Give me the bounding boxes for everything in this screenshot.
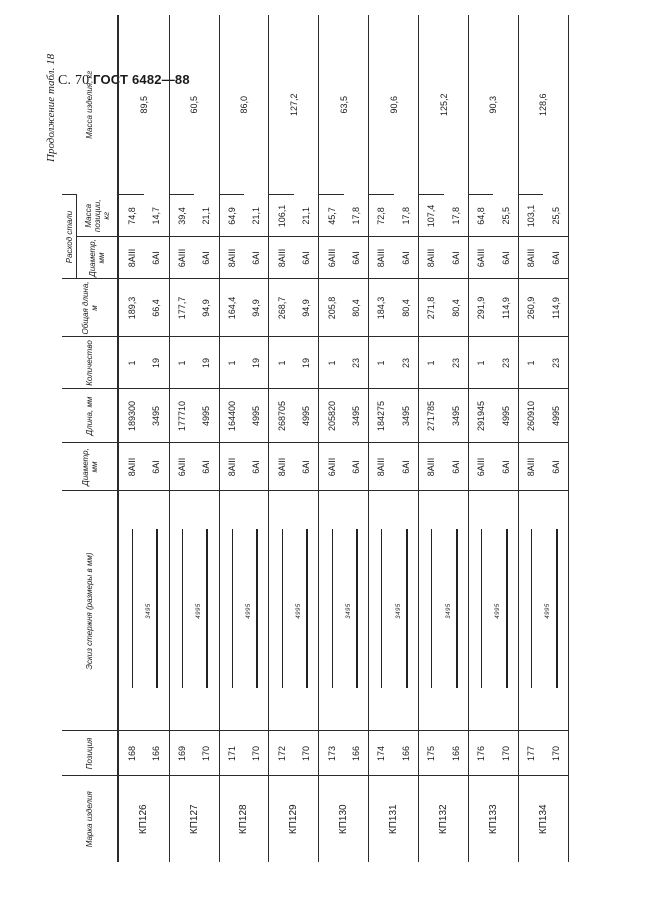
quantity-cell: 1	[219, 337, 244, 389]
position-cell: 166	[344, 731, 369, 776]
diameter-cell: 6AI	[444, 443, 469, 491]
rebar-line	[431, 530, 432, 689]
table-row	[219, 15, 244, 862]
rebar-line	[156, 530, 158, 689]
length-cell: 260910	[518, 389, 543, 443]
total-length-cell: 80,4	[394, 279, 419, 337]
steel-diameter-cell: 6AI	[344, 237, 369, 279]
position-cell: 169	[169, 731, 194, 776]
diameter-cell: 6AI	[194, 443, 219, 491]
product-mass-cell: 125,2	[419, 15, 469, 195]
table-row	[469, 15, 494, 862]
length-cell: 177710	[169, 389, 194, 443]
total-length-cell: 94,9	[294, 279, 319, 337]
steel-mass-cell: 107,4	[419, 195, 444, 237]
steel-diameter-cell: 6AI	[394, 237, 419, 279]
col-steel-group: Расход стали	[62, 195, 77, 279]
quantity-cell: 1	[419, 337, 444, 389]
rebar-line	[556, 530, 558, 689]
product-mass-cell: 90,6	[369, 15, 419, 195]
diameter-cell: 6AIII	[169, 443, 194, 491]
length-cell: 291945	[469, 389, 494, 443]
position-cell: 170	[194, 731, 219, 776]
rebar-dimension: 3495	[146, 603, 153, 619]
quantity-cell: 23	[493, 337, 518, 389]
diameter-cell: 6AI	[244, 443, 269, 491]
product-mass-cell: 90,3	[469, 15, 519, 195]
total-length-cell: 66,4	[144, 279, 169, 337]
rebar-line	[132, 530, 133, 689]
total-length-cell: 205,8	[319, 279, 344, 337]
total-length-cell: 114,9	[493, 279, 518, 337]
quantity-cell: 23	[543, 337, 568, 389]
rebar-line	[481, 530, 482, 689]
steel-mass-cell: 25,5	[493, 195, 518, 237]
quantity-cell: 1	[469, 337, 494, 389]
mark-cell: КП134	[518, 776, 568, 862]
position-cell: 172	[269, 731, 294, 776]
position-cell: 170	[244, 731, 269, 776]
rebar-dimension: 4995	[196, 603, 203, 619]
col-diameter: Диаметр, мм	[62, 443, 118, 491]
steel-diameter-cell: 6AIII	[169, 237, 194, 279]
diameter-cell: 6AI	[493, 443, 518, 491]
sketch-cell	[169, 491, 194, 731]
steel-mass-cell: 14,7	[144, 195, 169, 237]
position-cell: 176	[469, 731, 494, 776]
length-cell: 4995	[194, 389, 219, 443]
table-row	[369, 15, 394, 862]
col-quantity: Количество	[62, 337, 118, 389]
rebar-line	[182, 530, 183, 689]
total-length-cell: 94,9	[244, 279, 269, 337]
quantity-cell: 1	[269, 337, 294, 389]
rebar-dimension: 4995	[295, 603, 302, 619]
quantity-cell: 23	[344, 337, 369, 389]
sketch-cell	[144, 491, 169, 731]
length-cell: 3495	[344, 389, 369, 443]
steel-mass-cell: 103,1	[518, 195, 543, 237]
sketch-cell	[444, 491, 469, 731]
diameter-cell: 8AIII	[369, 443, 394, 491]
length-cell: 164400	[219, 389, 244, 443]
quantity-cell: 19	[194, 337, 219, 389]
mark-cell: КП127	[169, 776, 219, 862]
rotated-table-frame	[45, 53, 569, 862]
col-total-length: Общая длина, м	[62, 279, 118, 337]
col-position: Позиция	[62, 731, 118, 776]
total-length-cell: 189,3	[118, 279, 144, 337]
quantity-cell: 19	[294, 337, 319, 389]
rebar-dimension: 4995	[245, 603, 252, 619]
sketch-cell	[118, 491, 144, 731]
rebar-dimension: 3495	[445, 603, 452, 619]
diameter-cell: 6AI	[394, 443, 419, 491]
diameter-cell: 8AIII	[219, 443, 244, 491]
col-steel-diameter: Диаметр, мм	[77, 237, 119, 279]
col-mark: Марка изделия	[62, 776, 118, 862]
sketch-cell	[219, 491, 244, 731]
steel-diameter-cell: 8AIII	[118, 237, 144, 279]
steel-mass-cell: 17,8	[444, 195, 469, 237]
position-cell: 170	[294, 731, 319, 776]
steel-diameter-cell: 6AIII	[319, 237, 344, 279]
sketch-cell	[543, 491, 568, 731]
position-cell: 171	[219, 731, 244, 776]
total-length-cell: 291,9	[469, 279, 494, 337]
diameter-cell: 8AIII	[118, 443, 144, 491]
rebar-dimension: 4995	[545, 603, 552, 619]
product-mass-cell: 128,6	[518, 15, 568, 195]
length-cell: 3495	[394, 389, 419, 443]
rebar-line	[381, 530, 382, 689]
position-cell: 175	[419, 731, 444, 776]
steel-mass-cell: 21,1	[244, 195, 269, 237]
sketch-cell	[493, 491, 518, 731]
rebar-line	[506, 530, 508, 689]
length-cell: 4995	[493, 389, 518, 443]
sketch-cell	[369, 491, 394, 731]
diameter-cell: 6AIII	[469, 443, 494, 491]
steel-mass-cell: 39,4	[169, 195, 194, 237]
length-cell: 268705	[269, 389, 294, 443]
diameter-cell: 6AI	[144, 443, 169, 491]
position-cell: 177	[518, 731, 543, 776]
steel-diameter-cell: 8AIII	[269, 237, 294, 279]
steel-mass-cell: 17,8	[394, 195, 419, 237]
rebar-dimension: 4995	[495, 603, 502, 619]
position-cell: 170	[493, 731, 518, 776]
standard-title: ГОСТ 6482—88	[93, 72, 190, 87]
steel-mass-cell: 17,8	[344, 195, 369, 237]
steel-diameter-cell: 6AI	[543, 237, 568, 279]
length-cell: 205820	[319, 389, 344, 443]
steel-mass-cell: 64,9	[219, 195, 244, 237]
sketch-cell	[269, 491, 294, 731]
rebar-line	[356, 530, 358, 689]
mark-cell: КП129	[269, 776, 319, 862]
col-steel-mass: Масса позиции, кг	[77, 195, 119, 237]
col-length: Длина, мм	[62, 389, 118, 443]
sketch-cell	[319, 491, 344, 731]
diameter-cell: 6AI	[294, 443, 319, 491]
rebar-dimension: 3495	[345, 603, 352, 619]
mark-cell: КП133	[469, 776, 519, 862]
table-row	[118, 15, 144, 862]
rebar-line	[306, 530, 308, 689]
mark-cell: КП130	[319, 776, 369, 862]
length-cell: 4995	[543, 389, 568, 443]
rebar-line	[232, 530, 233, 689]
total-length-cell: 94,9	[194, 279, 219, 337]
sketch-cell	[244, 491, 269, 731]
rebar-line	[206, 530, 208, 689]
quantity-cell: 23	[444, 337, 469, 389]
product-mass-cell: 63,5	[319, 15, 369, 195]
position-cell: 174	[369, 731, 394, 776]
steel-mass-cell: 21,1	[194, 195, 219, 237]
steel-diameter-cell: 8AIII	[518, 237, 543, 279]
sketch-cell	[518, 491, 543, 731]
steel-diameter-cell: 6AI	[444, 237, 469, 279]
total-length-cell: 260,9	[518, 279, 543, 337]
length-cell: 3495	[444, 389, 469, 443]
position-cell: 166	[394, 731, 419, 776]
table-row	[269, 15, 294, 862]
steel-mass-cell: 106,1	[269, 195, 294, 237]
total-length-cell: 114,9	[543, 279, 568, 337]
rebar-line	[332, 530, 333, 689]
rebar-line	[282, 530, 283, 689]
length-cell: 3495	[144, 389, 169, 443]
table-row	[319, 15, 344, 862]
quantity-cell: 1	[518, 337, 543, 389]
sketch-cell	[194, 491, 219, 731]
sketch-cell	[344, 491, 369, 731]
rebar-table	[62, 15, 569, 862]
total-length-cell: 268,7	[269, 279, 294, 337]
total-length-cell: 80,4	[444, 279, 469, 337]
rebar-dimension: 3495	[395, 603, 402, 619]
position-cell: 166	[144, 731, 169, 776]
quantity-cell: 1	[118, 337, 144, 389]
quantity-cell: 19	[144, 337, 169, 389]
steel-diameter-cell: 8AIII	[369, 237, 394, 279]
quantity-cell: 23	[394, 337, 419, 389]
continuation-title: Продолжение табл. 18	[45, 53, 57, 162]
length-cell: 189300	[118, 389, 144, 443]
total-length-cell: 164,4	[219, 279, 244, 337]
steel-mass-cell: 21,1	[294, 195, 319, 237]
total-length-cell: 184,3	[369, 279, 394, 337]
quantity-cell: 19	[244, 337, 269, 389]
steel-mass-cell: 74,8	[118, 195, 144, 237]
sketch-cell	[469, 491, 494, 731]
steel-mass-cell: 64,8	[469, 195, 494, 237]
sketch-cell	[294, 491, 319, 731]
steel-mass-cell: 45,7	[319, 195, 344, 237]
steel-diameter-cell: 8AIII	[419, 237, 444, 279]
diameter-cell: 8AIII	[419, 443, 444, 491]
total-length-cell: 177,7	[169, 279, 194, 337]
col-sketch: Эскиз стержня (размеры в мм)	[62, 491, 118, 731]
diameter-cell: 6AIII	[319, 443, 344, 491]
position-cell: 173	[319, 731, 344, 776]
length-cell: 184275	[369, 389, 394, 443]
table-row	[169, 15, 194, 862]
steel-diameter-cell: 6AI	[294, 237, 319, 279]
mark-cell: КП132	[419, 776, 469, 862]
steel-diameter-cell: 6AI	[244, 237, 269, 279]
table-row	[518, 15, 543, 862]
product-mass-cell: 86,0	[219, 15, 269, 195]
steel-mass-cell: 72,8	[369, 195, 394, 237]
length-cell: 4995	[294, 389, 319, 443]
quantity-cell: 1	[369, 337, 394, 389]
total-length-cell: 80,4	[344, 279, 369, 337]
mark-cell: КП131	[369, 776, 419, 862]
quantity-cell: 1	[169, 337, 194, 389]
mark-cell: КП126	[118, 776, 169, 862]
position-cell: 170	[543, 731, 568, 776]
steel-diameter-cell: 6AIII	[469, 237, 494, 279]
table-row	[419, 15, 444, 862]
position-cell: 168	[118, 731, 144, 776]
page-number: С. 70	[58, 73, 90, 88]
rebar-line	[456, 530, 458, 689]
product-mass-cell: 60,5	[169, 15, 219, 195]
rebar-line	[256, 530, 258, 689]
diameter-cell: 6AI	[543, 443, 568, 491]
steel-diameter-cell: 6AI	[194, 237, 219, 279]
length-cell: 271785	[419, 389, 444, 443]
rebar-line	[531, 530, 532, 689]
steel-diameter-cell: 6AI	[493, 237, 518, 279]
sketch-cell	[419, 491, 444, 731]
mark-cell: КП128	[219, 776, 269, 862]
sketch-cell	[394, 491, 419, 731]
product-mass-cell: 127,2	[269, 15, 319, 195]
position-cell: 166	[444, 731, 469, 776]
total-length-cell: 271,8	[419, 279, 444, 337]
product-mass-cell: 89,5	[118, 15, 169, 195]
diameter-cell: 8AIII	[269, 443, 294, 491]
quantity-cell: 1	[319, 337, 344, 389]
col-product-mass: Масса изделия, кг	[62, 15, 118, 195]
rebar-line	[406, 530, 408, 689]
steel-diameter-cell: 8AIII	[219, 237, 244, 279]
diameter-cell: 8AIII	[518, 443, 543, 491]
diameter-cell: 6AI	[344, 443, 369, 491]
length-cell: 4995	[244, 389, 269, 443]
steel-mass-cell: 25,5	[543, 195, 568, 237]
steel-diameter-cell: 6AI	[144, 237, 169, 279]
